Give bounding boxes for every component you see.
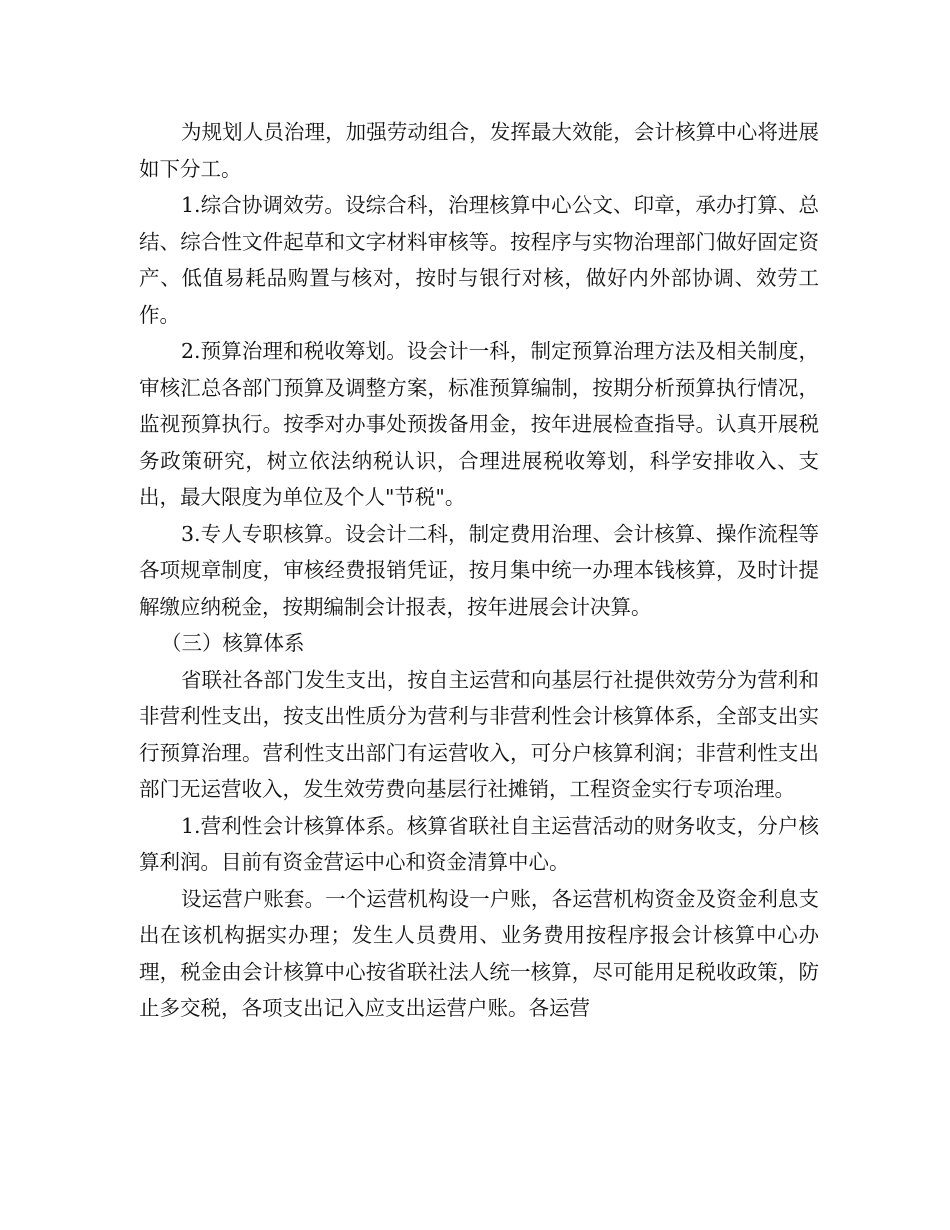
paragraph-item-3-accounting: 3.专人专职核算。设会计二科，制定费用治理、会计核算、操作流程等各项规章制度，审核经费报销凭证，按月集中统一办理本钱核算，及时计提解缴应纳税金，按期编制会计报表，按年进展会计决算。 <box>139 521 819 619</box>
paragraph-item-2-budget: 2.预算治理和税收筹划。设会计一科，制定预算治理方法及相关制度，审核汇总各部门预算及调整方案，标准预算编制，按期分析预算执行情况，监视预算执行。按季对办事处预拨备用金，按年进展检查指导。认真开展税务政策研究，树立依法纳税认识，合理进展税收筹划，科学安排收入、支出，最大限度为单位及个人"节税"。 <box>139 339 819 509</box>
paragraph-operating-accounts: 设运营户账套。一个运营机构设一户账，各运营机构资金及资金利息支出在该机构据实办理；发生人员费用、业务费用按程序报会计核算中心办理，税金由会计核算中心按省联社法人统一核算，尽可能用足税收政策，防止多交税，各项支出记入应支出运营户账。各运营 <box>139 886 819 1020</box>
paragraph-item-1-coordination: 1.综合协调效劳。设综合科，治理核算中心公文、印章，承办打算、总结、综合性文件起草和文字材料审核等。按程序与实物治理部门做好固定资产、低值易耗品购置与核对，按时与银行对核，做好内外部协调、效劳工作。 <box>139 193 819 327</box>
paragraph-profit-system: 1.营利性会计核算体系。核算省联社自主运营活动的财务收支，分户核算利润。目前有资金营运中心和资金清算中心。 <box>139 813 819 874</box>
document-body <box>139 114 819 1027</box>
paragraph-intro: 为规划人员治理，加强劳动组合，发挥最大效能，会计核算中心将进展如下分工。 <box>139 120 819 181</box>
paragraph-system-overview: 省联社各部门发生支出，按自主运营和向基层行社提供效劳分为营利和非营利性支出，按支出性质分为营利与非营利性会计核算体系，全部支出实行预算治理。营利性支出部门有运营收入，可分户核算利润；非营利性支出部门无运营收入，发生效劳费向基层行社摊销，工程资金实行专项治理。 <box>139 667 819 801</box>
section-heading-accounting-system: （三）核算体系 <box>161 631 305 655</box>
